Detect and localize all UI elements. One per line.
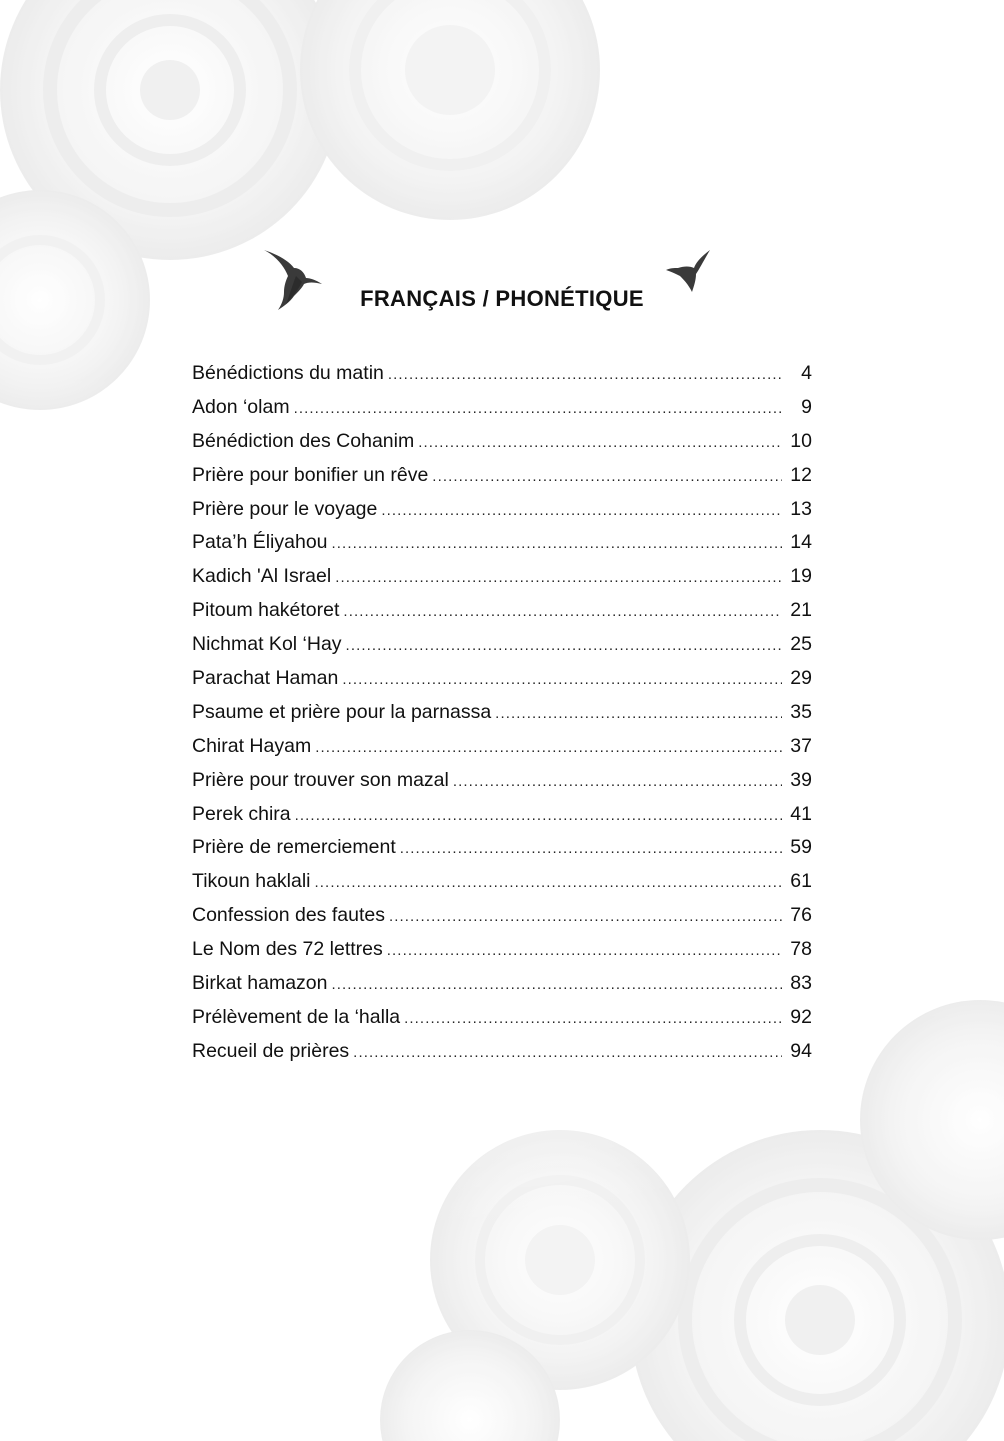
- dot-leader: [335, 569, 782, 586]
- toc-entry[interactable]: [192, 396, 812, 430]
- toc-entry[interactable]: [192, 430, 812, 464]
- toc-entry[interactable]: [192, 735, 812, 769]
- toc-entry-page-number: 39: [790, 768, 812, 791]
- toc-entry-page-number: 76: [790, 904, 812, 927]
- toc-entry-page-number: 10: [790, 429, 812, 452]
- toc-entry[interactable]: [192, 870, 812, 904]
- toc-entry[interactable]: [192, 904, 812, 938]
- toc-entry-page-number: 12: [790, 463, 812, 486]
- dot-leader: [343, 603, 782, 620]
- toc-entry-title: Prière pour bonifier un rêve: [192, 463, 429, 486]
- dot-leader: [495, 705, 782, 722]
- toc-entry[interactable]: [192, 498, 812, 532]
- toc-entry[interactable]: [192, 803, 812, 837]
- toc-entry[interactable]: [192, 972, 812, 1006]
- toc-entry-title: Parachat Haman: [192, 667, 339, 690]
- toc-entry[interactable]: [192, 1006, 812, 1040]
- toc-entry-page-number: 78: [790, 938, 812, 961]
- dot-leader: [388, 366, 782, 383]
- toc-entry-title: Birkat hamazon: [192, 972, 328, 995]
- toc-entry-page-number: 37: [790, 734, 812, 757]
- dot-leader: [295, 807, 782, 824]
- dot-leader: [294, 400, 782, 417]
- toc-entry[interactable]: [192, 633, 812, 667]
- toc-entry-page-number: 41: [790, 802, 812, 825]
- dot-leader: [315, 739, 782, 756]
- dot-leader: [381, 502, 782, 519]
- page-title: FRANÇAIS / PHONÉTIQUE: [360, 286, 644, 311]
- toc-entry-title: Confession des fautes: [192, 904, 385, 927]
- toc-entry[interactable]: [192, 938, 812, 972]
- toc-entry[interactable]: [192, 599, 812, 633]
- toc-entry-title: Tikoun haklali: [192, 870, 311, 893]
- toc-entry-page-number: 59: [790, 836, 812, 859]
- toc-entry[interactable]: [192, 565, 812, 599]
- dot-leader: [332, 535, 782, 552]
- toc-entry[interactable]: [192, 464, 812, 498]
- toc-entry-title: Chirat Hayam: [192, 734, 312, 757]
- toc-entry-title: Prière de remerciement: [192, 836, 396, 859]
- toc-entry-page-number: 9: [801, 395, 812, 418]
- toc-entry-title: Nichmat Kol ‘Hay: [192, 633, 342, 656]
- dot-leader: [389, 908, 782, 925]
- toc-entry-title: Kadich 'Al Israel: [192, 565, 332, 588]
- toc-entry-page-number: 19: [790, 565, 812, 588]
- toc-entry-title: Prière pour trouver son mazal: [192, 768, 449, 791]
- toc-entry[interactable]: [192, 362, 812, 396]
- dot-leader: [346, 637, 782, 654]
- toc-entry-title: Pata’h Éliyahou: [192, 531, 328, 554]
- toc-entry-page-number: 92: [790, 1005, 812, 1028]
- dot-leader: [353, 1044, 782, 1061]
- dot-leader: [331, 976, 782, 993]
- dot-leader: [432, 468, 782, 485]
- toc-entry-title: Psaume et prière pour la parnassa: [192, 700, 492, 723]
- toc-entry[interactable]: [192, 836, 812, 870]
- toc-entry-title: Bénédiction des Cohanim: [192, 429, 415, 452]
- toc-entry[interactable]: [192, 701, 812, 735]
- dot-leader: [418, 434, 782, 451]
- toc-entry-title: Recueil de prières: [192, 1039, 350, 1062]
- toc-entry[interactable]: [192, 667, 812, 701]
- toc-entry-page-number: 83: [790, 972, 812, 995]
- toc-entry-title: Bénédictions du matin: [192, 362, 384, 384]
- toc-entry-title: Pitoum hakétoret: [192, 599, 340, 622]
- toc-entry-title: Le Nom des 72 lettres: [192, 938, 383, 961]
- toc-entry-page-number: 21: [790, 599, 812, 622]
- toc-entry-page-number: 29: [790, 667, 812, 690]
- dot-leader: [387, 942, 782, 959]
- toc-entry-page-number: 14: [790, 531, 812, 554]
- dot-leader: [400, 840, 782, 857]
- dot-leader: [404, 1010, 782, 1027]
- toc-entry-title: Perek chira: [192, 802, 291, 825]
- toc-entry-page-number: 94: [790, 1039, 812, 1062]
- toc-entry-title: Adon ‘olam: [192, 395, 290, 418]
- toc-entry-page-number: 4: [801, 362, 812, 384]
- toc-entry-title: Prière pour le voyage: [192, 497, 378, 520]
- toc-entry[interactable]: [192, 769, 812, 803]
- toc-entry[interactable]: [192, 1040, 812, 1074]
- toc-entry-page-number: 35: [790, 700, 812, 723]
- toc-entry-title: Prélèvement de la ‘halla: [192, 1005, 401, 1028]
- dot-leader: [342, 671, 782, 688]
- table-of-contents: [192, 362, 812, 1074]
- toc-entry-page-number: 13: [790, 497, 812, 520]
- dot-leader: [453, 773, 782, 790]
- toc-entry[interactable]: [192, 531, 812, 565]
- toc-entry-page-number: 25: [790, 633, 812, 656]
- dot-leader: [315, 874, 782, 891]
- toc-entry-page-number: 61: [790, 870, 812, 893]
